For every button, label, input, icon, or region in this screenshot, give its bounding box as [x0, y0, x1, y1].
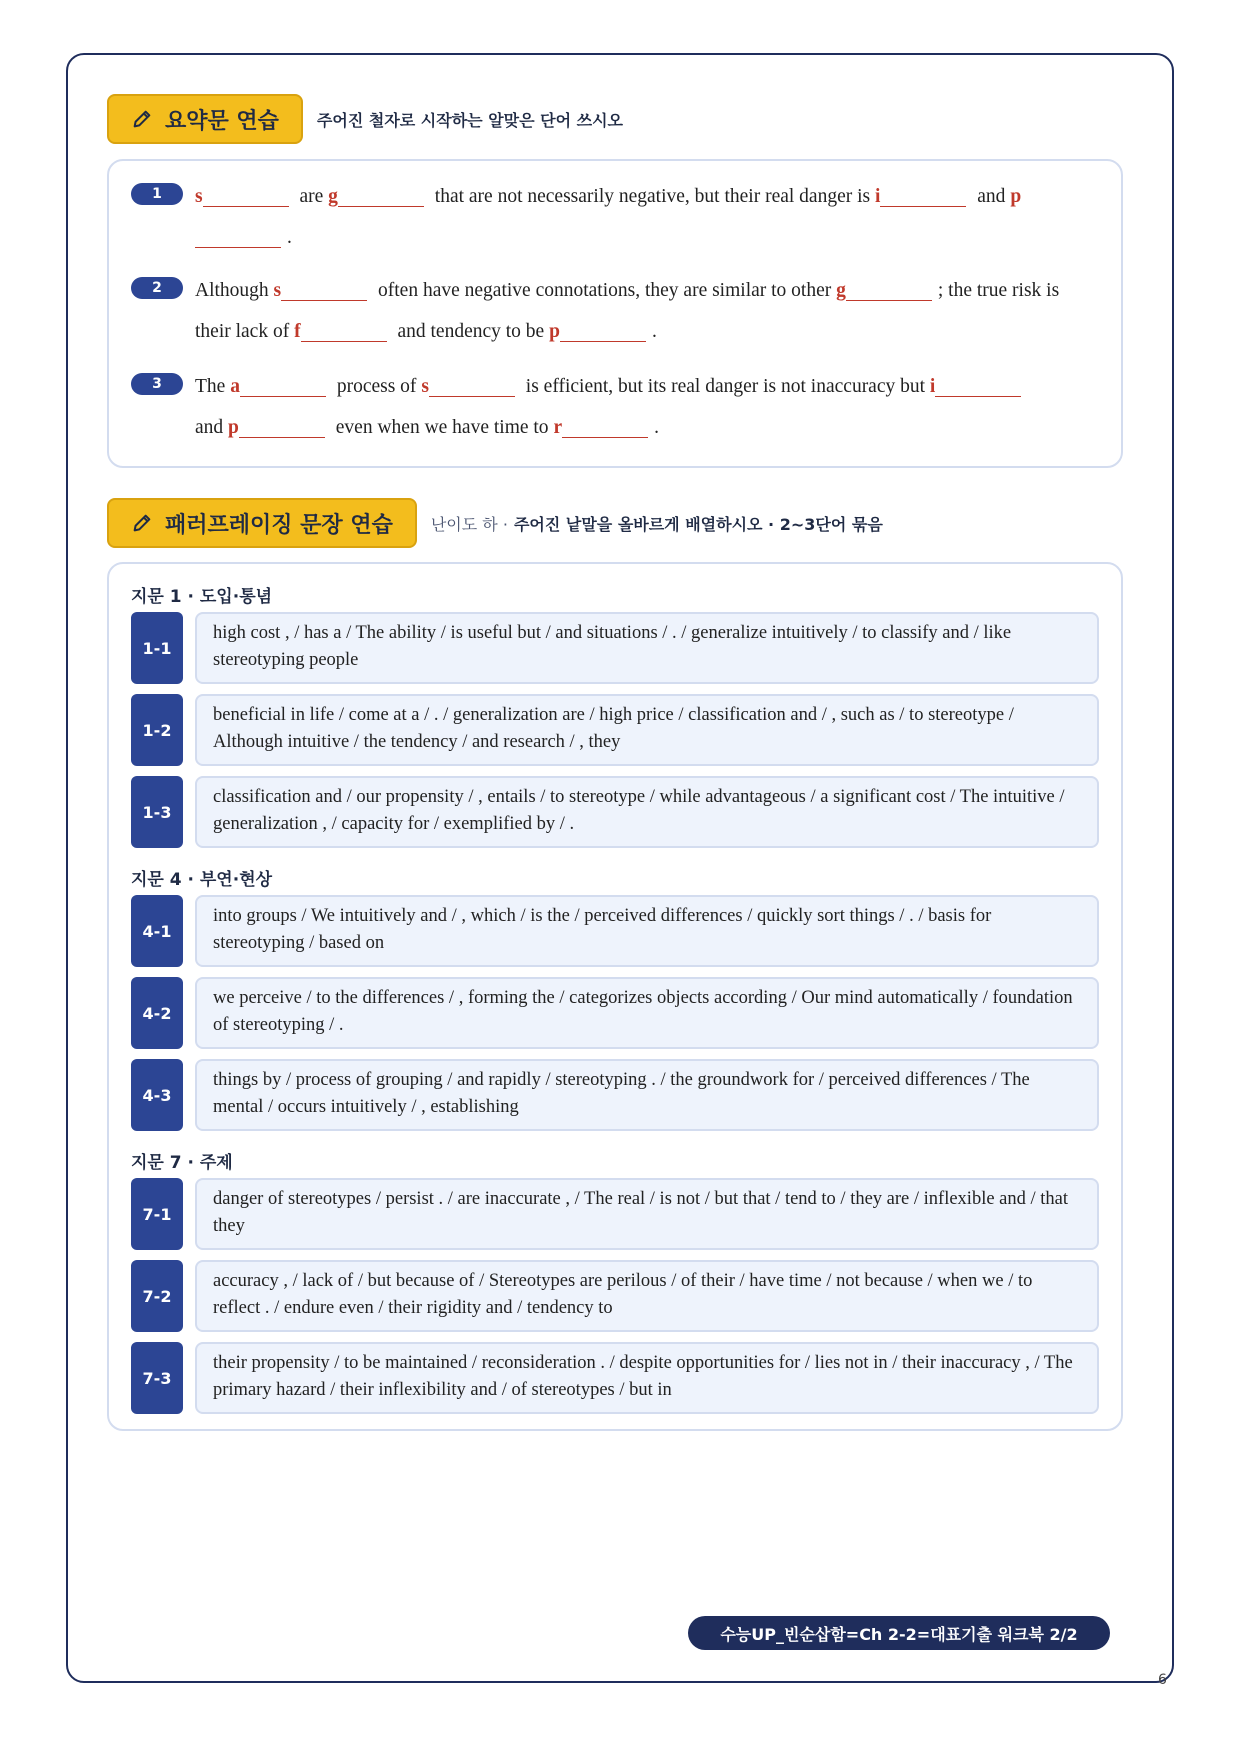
passage-group-title: 지문 4 · 부연·현상: [131, 870, 273, 890]
sentence-text: .: [651, 321, 657, 342]
initial-letter-hint: i: [874, 186, 881, 207]
initial-letter-hint: s: [195, 186, 203, 207]
sentence-text: process of: [336, 376, 422, 397]
summary-section-header: [107, 94, 623, 144]
sentence-text: often have negative connotations, they are similar to other: [378, 280, 837, 301]
answer-blank[interactable]: [281, 280, 367, 301]
pencil-icon: [131, 108, 153, 130]
paraphrase-item: [131, 1178, 1099, 1250]
item-number-badge: 1-2: [131, 694, 183, 766]
sentence-text: even when we have time to: [335, 417, 554, 438]
paraphrase-item: [131, 1059, 1099, 1131]
answer-blank[interactable]: [301, 321, 387, 342]
footer-label: 수능UP_빈순삽함=Ch 2-2=대표기출 워크북 2/2: [688, 1616, 1110, 1650]
passage-group-title: 지문 7 · 주제: [131, 1153, 233, 1173]
summary-section-instruction: 주어진 철자로 시작하는 알맞은 단어 쓰시오: [316, 110, 623, 130]
item-number-badge: 2: [131, 277, 183, 299]
word-chunks-card: their propensity / to be maintained / reconsideration . / despite opportunities for / lies not in / their inaccuracy , / The primary hazard / their inflexibility and / of stereotypes / but in: [195, 1342, 1099, 1414]
item-number-badge: 7-1: [131, 1178, 183, 1250]
item-number-badge: 7-2: [131, 1260, 183, 1332]
paraphrase-item: [131, 1342, 1099, 1414]
initial-letter-hint: i: [929, 376, 936, 397]
initial-letter-hint: g: [328, 186, 338, 207]
item-number-badge: 4-1: [131, 895, 183, 967]
word-chunks-card: things by / process of grouping / and rapidly / stereotyping . / the groundwork for / perceived differences / The mental / occurs intuitively / , establishing: [195, 1059, 1099, 1131]
passage-group-title: 지문 1 · 도입·통념: [131, 587, 273, 607]
answer-blank[interactable]: [239, 417, 325, 438]
item-number-badge: 3: [131, 373, 183, 395]
summary-section-title-badge: [107, 94, 303, 144]
sentence-text: .: [654, 417, 659, 438]
paraphrase-item: [131, 977, 1099, 1049]
sentence-text: ; the true risk is their lack of: [195, 280, 1060, 342]
instruction-text: 주어진 낱말을 올바르게 배열하시오 · 2~3단어 묶음: [513, 514, 883, 534]
sentence-text: that are not necessarily negative, but their real danger is: [434, 186, 875, 207]
paraphrase-item: [131, 1260, 1099, 1332]
pencil-icon: [131, 512, 153, 534]
paraphrase-item: [131, 776, 1099, 848]
initial-letter-hint: s: [421, 376, 429, 397]
paraphrase-item: [131, 895, 1099, 967]
word-chunks-card: we perceive / to the differences / , forming the / categorizes objects according / Our mind automatically / foundation of stereotyping / .: [195, 977, 1099, 1049]
summary-sentence: [195, 270, 1097, 352]
word-chunks-card: into groups / We intuitively and / , which / is the / perceived differences / quickly sort things / . / basis for stereotyping / based on: [195, 895, 1099, 967]
paraphrase-section-header: [107, 498, 883, 548]
word-chunks-card: danger of stereotypes / persist . / are inaccurate , / The real / is not / but that / tend to / they are / inflexible and / that they: [195, 1178, 1099, 1250]
sentence-text: and tendency to be: [397, 321, 550, 342]
paraphrase-section-instruction: [431, 512, 883, 535]
initial-letter-hint: p: [1010, 186, 1022, 207]
answer-blank[interactable]: [846, 280, 932, 301]
initial-letter-hint: f: [294, 321, 301, 342]
summary-section-title: 요약문 연습: [165, 108, 279, 134]
word-chunks-card: high cost , / has a / The ability / is useful but / and situations / . / generalize intuitively / to classify and / like stereotyping people: [195, 612, 1099, 684]
answer-blank[interactable]: [562, 417, 648, 438]
sentence-text: and: [195, 417, 229, 438]
page-number: 6: [1158, 1672, 1167, 1688]
paraphrase-item: [131, 694, 1099, 766]
answer-blank[interactable]: [338, 186, 424, 207]
answer-blank[interactable]: [429, 376, 515, 397]
item-number-badge: 4-2: [131, 977, 183, 1049]
initial-letter-hint: s: [273, 280, 282, 301]
summary-sentence: [195, 176, 1097, 258]
initial-letter-hint: p: [228, 417, 239, 438]
item-number-badge: 1-1: [131, 612, 183, 684]
item-number-badge: 4-3: [131, 1059, 183, 1131]
word-chunks-card: classification and / our propensity / , entails / to stereotype / while advantageous / a significant cost / The intuitive / generalization , / capacity for / exemplified by / .: [195, 776, 1099, 848]
initial-letter-hint: p: [549, 321, 560, 342]
answer-blank[interactable]: [935, 376, 1021, 397]
answer-blank[interactable]: [240, 376, 326, 397]
answer-blank[interactable]: [203, 186, 289, 207]
sentence-text: The: [195, 376, 231, 397]
initial-letter-hint: r: [553, 417, 563, 438]
initial-letter-hint: a: [230, 376, 240, 397]
paraphrase-section-title: 패러프레이징 문장 연습: [165, 512, 393, 538]
item-number-badge: 1: [131, 183, 183, 205]
item-number-badge: 7-3: [131, 1342, 183, 1414]
sentence-text: is efficient, but its real danger is not inaccuracy but: [525, 376, 930, 397]
sentence-text: .: [287, 227, 292, 248]
difficulty-label: 난이도 하 ·: [430, 514, 508, 534]
paraphrase-box: [107, 562, 1123, 1431]
summary-sentence: [195, 366, 1097, 448]
paraphrase-item: [131, 612, 1099, 684]
paraphrase-section-title-badge: [107, 498, 417, 548]
word-chunks-card: beneficial in life / come at a / . / generalization are / high price / classification and / , such as / to stereotype / Although intuitive / the tendency / and research / , they: [195, 694, 1099, 766]
answer-blank[interactable]: [560, 321, 646, 342]
word-chunks-card: accuracy , / lack of / but because of / Stereotypes are perilous / of their / have time / not because / when we / to reflect . / endure even / their rigidity and / tendency to: [195, 1260, 1099, 1332]
sentence-text: Although: [195, 280, 274, 301]
answer-blank[interactable]: [880, 186, 966, 207]
item-number-badge: 1-3: [131, 776, 183, 848]
answer-blank[interactable]: [195, 227, 281, 248]
summary-box: [107, 159, 1123, 468]
sentence-text: and: [977, 186, 1011, 207]
initial-letter-hint: g: [836, 280, 846, 301]
sentence-text: are: [299, 186, 329, 207]
